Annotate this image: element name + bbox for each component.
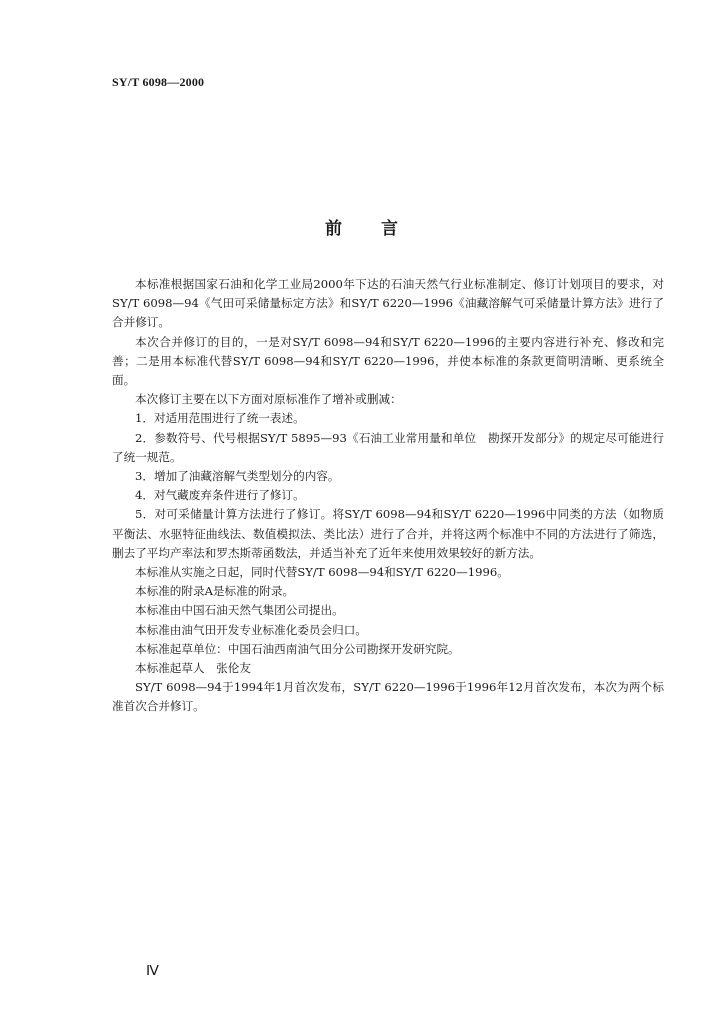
- paragraph-purpose: 本标准根据国家石油和化学工业局2000年下达的石油天然气行业标准制定、修订计划项目的要求，对SY/T 6098—94《气田可采储量标定方法》和SY/T 6220—1996《油藏溶解气可采储量计算方法》进行了合并修订。: [112, 277, 664, 330]
- paragraph-drafting-unit: 本标准起草单位：中国石油西南油气田分公司勘探开发研究院。: [135, 641, 460, 656]
- paragraph-proposer: 本标准由中国石油天然气集团公司提出。: [135, 603, 344, 618]
- list-item-5: 5．对可采储量计算方法进行了修订。将SY/T 6098—94和SY/T 6220—1996中同类的方法（如物质平衡法、水驱特征曲线法、数值模拟法、类比法）进行了合并，并将这两个标准中不同的方法进行了筛选，删去了平均产率法和罗杰斯蒂函数法，并适当补充了近年来使用效果较好的新方法。: [112, 507, 664, 560]
- paragraph-changes-intro: 本次修订主要在以下方面对原标准作了增补或删减：: [135, 392, 402, 407]
- paragraph-replacement: 本标准从实施之日起，同时代替SY/T 6098—94和SY/T 6220—1996。: [135, 565, 509, 580]
- title-char-1: 前: [325, 219, 343, 239]
- paragraph-drafter: 本标准起草人 张伦友: [135, 661, 251, 676]
- page-number: Ⅳ: [146, 964, 159, 979]
- paragraph-history: SY/T 6098—94于1994年1月首次发布，SY/T 6220—1996于1996年12月首次发布，本次为两个标准首次合并修订。: [112, 680, 664, 714]
- page-title: [0, 214, 724, 239]
- paragraph-committee: 本标准由油气田开发专业标准化委员会归口。: [135, 622, 367, 637]
- title-char-2: 言: [381, 219, 399, 239]
- standard-code-header: SY/T 6098—2000: [112, 75, 205, 89]
- list-item-3: 3．增加了油藏溶解气类型划分的内容。: [135, 469, 340, 484]
- paragraph-objective: 本次合并修订的目的，一是对SY/T 6098—94和SY/T 6220—1996的主要内容进行补充、修改和完善；二是用本标准代替SY/T 6098—94和SY/T 6220—1996，并使本标准的条款更简明清晰、更系统全面。: [112, 334, 664, 388]
- paragraph-appendix: 本标准的附录A是标准的附录。: [135, 584, 295, 599]
- list-item-1: 1．对适用范围进行了统一表述。: [135, 411, 305, 426]
- foreword-body: [112, 275, 664, 717]
- list-item-2: 2．参数符号、代号根据SY/T 5895—93《石油工业常用量和单位 勘探开发部分》的规定尽可能进行了统一规范。: [112, 430, 664, 464]
- list-item-4: 4．对气藏废弃条件进行了修订。: [135, 488, 305, 503]
